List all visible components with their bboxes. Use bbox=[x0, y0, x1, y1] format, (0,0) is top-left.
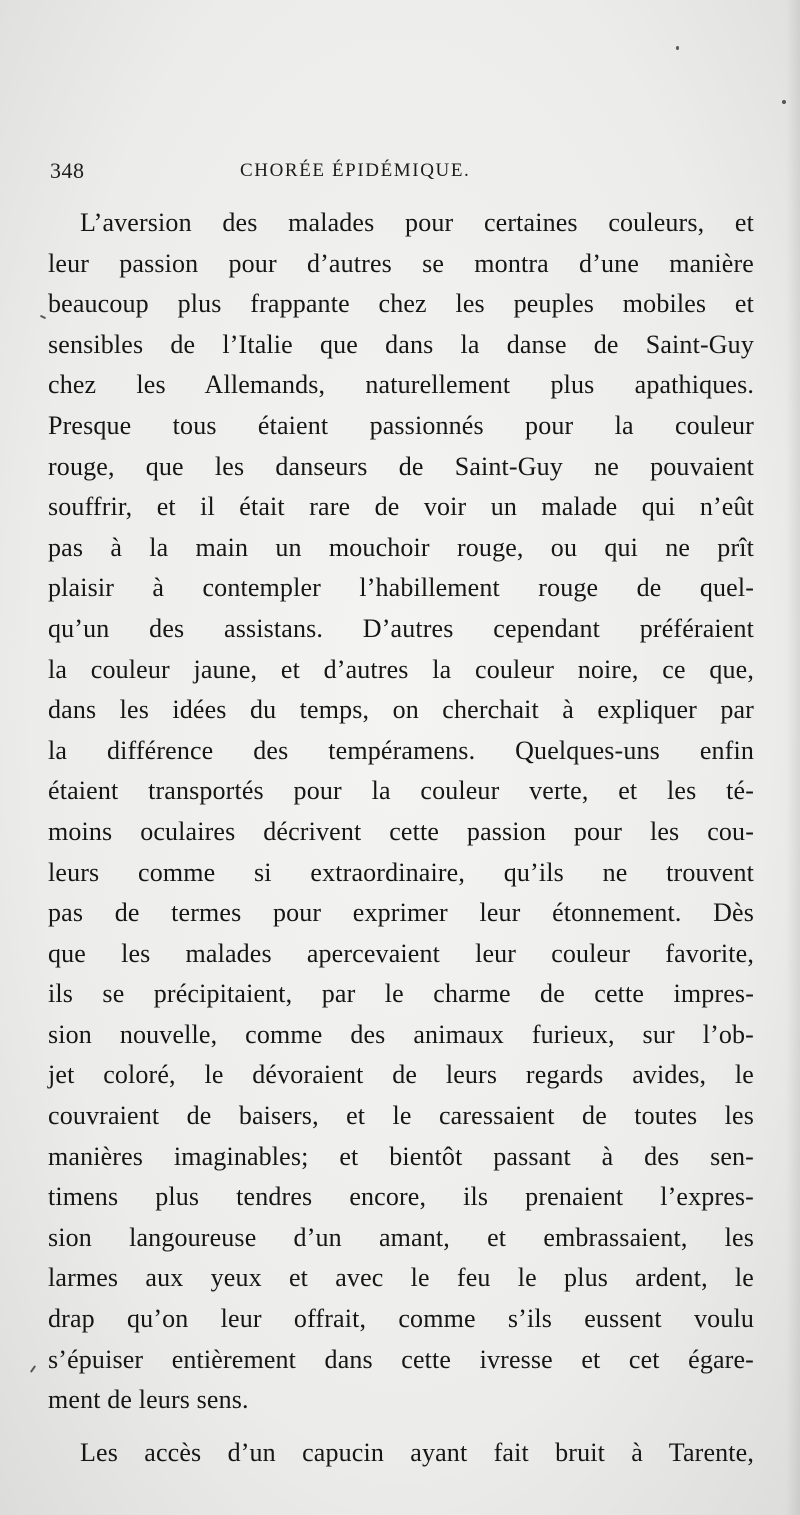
text-line: jet coloré, le dévoraient de leurs regards avides, le bbox=[48, 1060, 754, 1090]
page-edge-shadow bbox=[786, 0, 800, 1515]
ink-speck bbox=[676, 46, 679, 50]
text-line: beaucoup plus frappante chez les peuples mobiles et bbox=[48, 289, 754, 319]
text-line: ils se précipitaient, par le charme de cette impres- bbox=[48, 979, 754, 1009]
ink-speck bbox=[30, 1365, 36, 1373]
text-line: souffrir, et il était rare de voir un malade qui n’eût bbox=[48, 492, 754, 522]
text-line: larmes aux yeux et avec le feu le plus ardent, le bbox=[48, 1263, 754, 1293]
text-line: Presque tous étaient passionnés pour la couleur bbox=[48, 410, 754, 440]
text-line: la différence des tempéramens. Quelques-uns enfin bbox=[48, 735, 754, 765]
text-line: couvraient de baisers, et le caressaient de toutes les bbox=[48, 1101, 754, 1131]
text-line: sion nouvelle, comme des animaux furieux, sur l’ob- bbox=[48, 1019, 754, 1049]
text-line: chez les Allemands, naturellement plus apathiques. bbox=[48, 370, 754, 400]
running-head: CHORÉE ÉPIDÉMIQUE. bbox=[240, 160, 471, 181]
page-header bbox=[50, 158, 750, 192]
ink-speck bbox=[40, 315, 46, 319]
text-line: étaient transportés pour la couleur verte, et les té- bbox=[48, 776, 754, 806]
text-line: pas de termes pour exprimer leur étonnement. Dès bbox=[48, 898, 754, 928]
text-line: moins oculaires décrivent cette passion pour les cou- bbox=[48, 816, 754, 846]
page-number: 348 bbox=[50, 158, 85, 183]
text-line: timens plus tendres encore, ils prenaient l’expres- bbox=[48, 1182, 754, 1212]
paragraph-gap bbox=[48, 1421, 754, 1433]
text-line: rouge, que les danseurs de Saint-Guy ne pouvaient bbox=[48, 451, 754, 481]
text-line: que les malades apercevaient leur couleur favorite, bbox=[48, 938, 754, 968]
text-line: pas à la main un mouchoir rouge, ou qui ne prît bbox=[48, 532, 754, 562]
text-line: ment de leurs sens. bbox=[48, 1385, 249, 1415]
text-line: s’épuiser entièrement dans cette ivresse et cet égare- bbox=[48, 1344, 754, 1374]
text-line: leurs comme si extraordinaire, qu’ils ne trouvent bbox=[48, 857, 754, 887]
text-line: drap qu’on leur offrait, comme s’ils eussent voulu bbox=[48, 1304, 754, 1334]
text-line: la couleur jaune, et d’autres la couleur noire, ce que, bbox=[48, 654, 754, 684]
text-line: Les accès d’un capucin ayant fait bruit à Tarente, bbox=[80, 1437, 754, 1467]
text-line: qu’un des assistans. D’autres cependant préféraient bbox=[48, 613, 754, 643]
text-line: leur passion pour d’autres se montra d’une manière bbox=[48, 248, 754, 278]
text-line: dans les idées du temps, on cherchait à expliquer par bbox=[48, 695, 754, 725]
ink-speck bbox=[782, 100, 786, 104]
text-line: L’aversion des malades pour certaines couleurs, et bbox=[80, 208, 754, 237]
body-text bbox=[48, 203, 754, 1473]
text-line: plaisir à contempler l’habillement rouge de quel- bbox=[48, 573, 754, 603]
text-line: sion langoureuse d’un amant, et embrassaient, les bbox=[48, 1222, 754, 1252]
text-line: sensibles de l’Italie que dans la danse de Saint-Guy bbox=[48, 329, 754, 359]
text-line: manières imaginables; et bientôt passant à des sen- bbox=[48, 1141, 754, 1171]
